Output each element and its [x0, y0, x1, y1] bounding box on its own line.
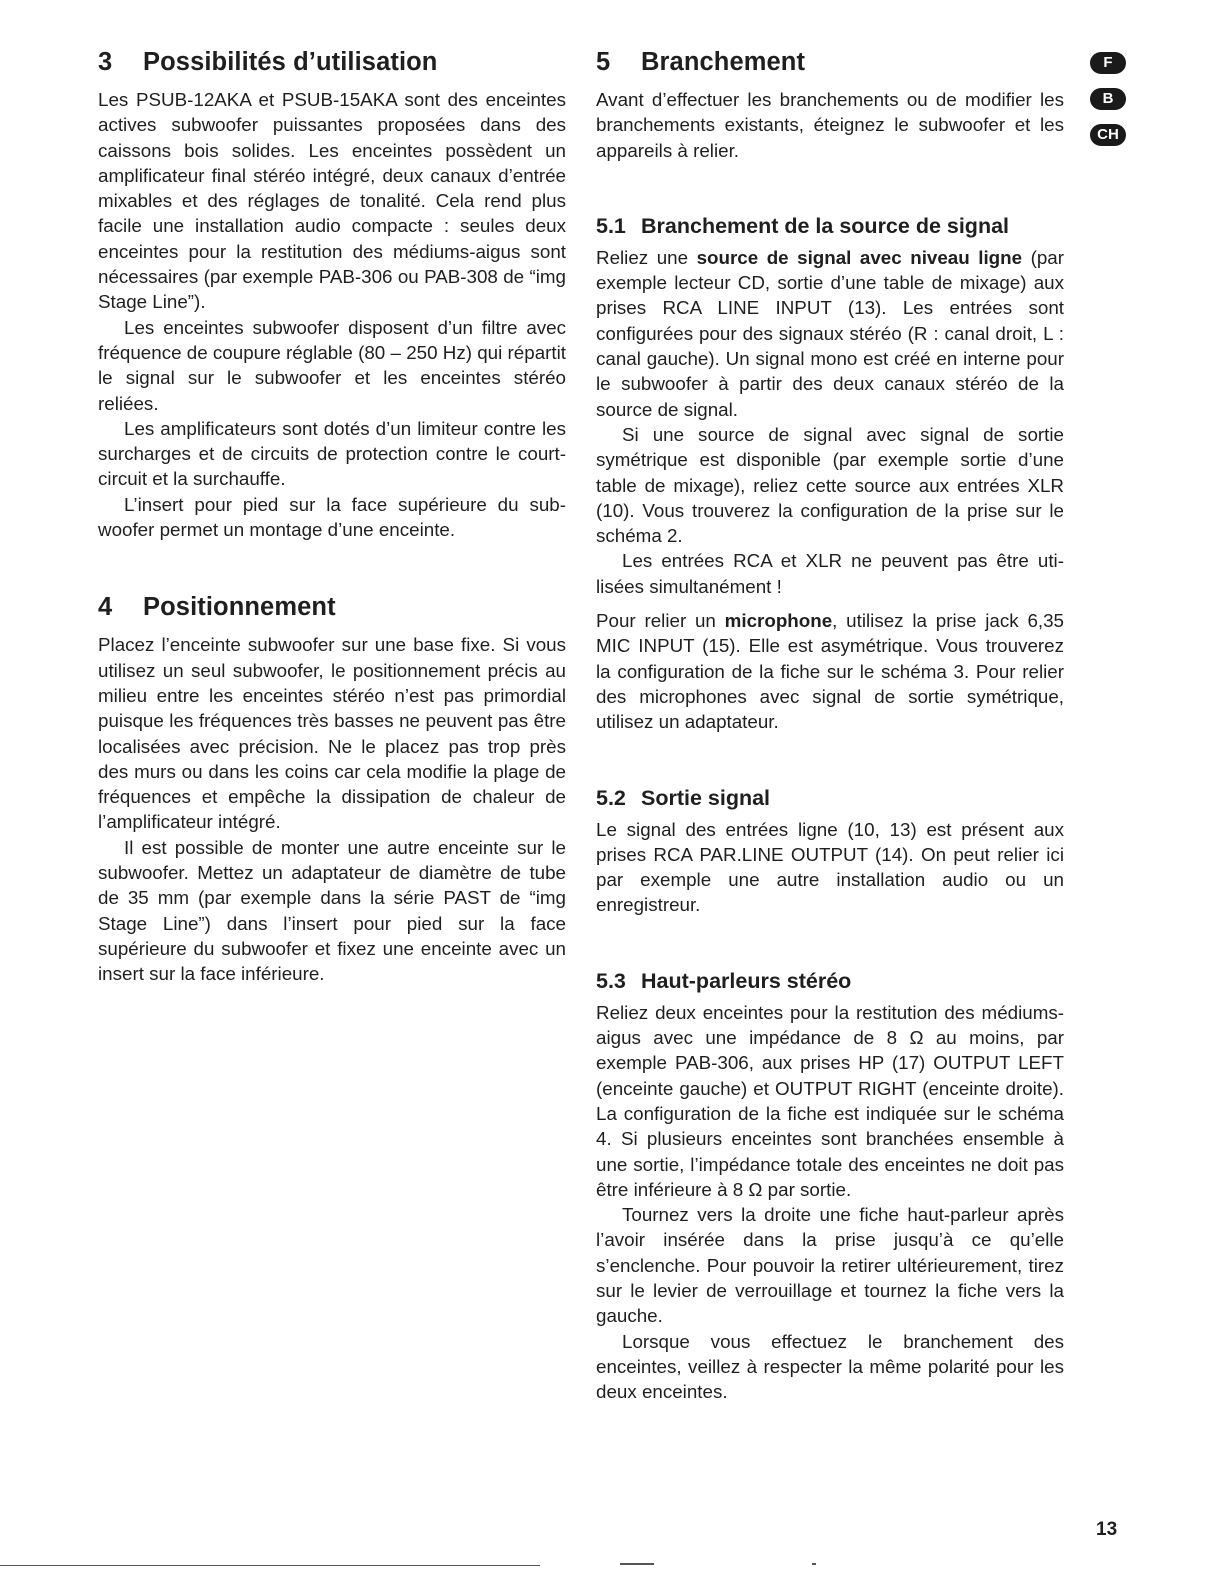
section-title: Positionnement	[143, 593, 336, 622]
subsection-5-1-heading	[596, 212, 1064, 240]
subsection-5-2-heading	[596, 784, 1064, 812]
paragraph: Les entrées RCA et XLR ne peuvent pas être utilisées simultanément !	[596, 550, 1064, 597]
section-title: Possibilités d’utilisation	[143, 48, 438, 76]
text-run: , utilisez la prise jack 6,35 MIC INPUT (15). Elle est asymétrique. Vous trouverez la configuration de la fiche sur le schéma 3. Pour relier des microphones avec signal de sortie symétrique, utilisez un adaptateur.	[596, 610, 1064, 733]
subsection-title: Branchement de la source de signal	[641, 213, 1010, 238]
paragraph: Tournez vers la droite une fiche haut-parleur après l’avoir insérée dans la prise jusqu’à ce qu’elle s’enclenche. Pour pouvoir la retirer ultérieurement, tirez sur le levier de verrouillage et tournez la fiche vers la gauche.	[596, 1204, 1064, 1327]
language-badge-f: F	[1090, 52, 1126, 74]
bottom-mark	[620, 1563, 654, 1565]
right-column	[596, 46, 1064, 1404]
paragraph	[596, 608, 1064, 734]
section-number: 3	[98, 48, 113, 76]
paragraph: Le signal des entrées ligne (10, 13) est présent aux prises RCA PAR.LINE OUTPUT (14). On peut relier ici par exemple une autre installation audio ou un enregistreur.	[596, 818, 1064, 916]
paragraph: Avant d’effectuer les branchements ou de modifier les branchements existants, éteignez le subwoofer et les appareils à relier.	[596, 89, 1064, 161]
left-column	[98, 46, 566, 987]
section-number: 5	[596, 48, 611, 76]
subsection-number: 5.3	[596, 968, 626, 993]
subsection-number: 5.2	[596, 785, 626, 810]
text-run: Pour relier un	[596, 610, 725, 632]
bottom-mark	[812, 1563, 816, 1565]
bottom-divider	[0, 1565, 540, 1566]
subsection-title: Haut-parleurs stéréo	[641, 968, 852, 993]
text-run: Reliez une	[596, 246, 697, 268]
bold-text: microphone	[724, 610, 833, 632]
paragraph: Les enceintes subwoofer disposent d’un filtre avec fréquence de coupure réglable (80 – 250 Hz) qui répartit le signal sur le subwoofer et les enceintes stéréo reliées.	[98, 316, 566, 414]
paragraph	[596, 245, 1064, 422]
paragraph: Reliez deux enceintes pour la restitution des médiums-aigus avec une impédance de 8 Ω au moins, par exemple PAB-306, aux prises HP (17) OUTPUT LEFT (enceinte gauche) et OUTPUT RIGHT (enceinte droite). La configuration de la fiche est indiquée sur le schéma 4. Si plusieurs enceintes sont branchées ensemble à une sortie, l’impédance totale des enceintes ne doit pas être inférieure à 8 Ω par sortie.	[596, 1001, 1064, 1200]
subsection-title: Sortie signal	[641, 785, 771, 810]
language-badge-ch: CH	[1090, 124, 1126, 146]
paragraph: L’insert pour pied sur la face supérieure du subwoofer permet un montage d’une enceinte.	[98, 493, 566, 541]
text-run: (par exemple lecteur CD, sortie d’une table de mixage) aux prises RCA LINE INPUT (13). Les entrées sont configurées pour des signaux stéréo (R : canal droit, L : canal gauche). Un signal mono est créé en interne pour le subwoofer à partir des deux canaux stéréo de la source de signal.	[596, 246, 1064, 420]
language-badges	[1090, 52, 1126, 160]
section-title: Branchement	[641, 48, 806, 76]
section-5-heading	[596, 46, 1064, 78]
section-4-heading	[98, 591, 566, 623]
section-3-heading	[98, 46, 566, 78]
paragraph: Si une source de signal avec signal de sortie symétrique est disponible (par exemple sortie d’une table de mixage), reliez cette source aux entrées XLR (10). Vous trouverez la configuration de la prise sur le schéma 2.	[596, 423, 1064, 547]
bold-text: source de signal avec niveau ligne	[696, 246, 1023, 268]
section-number: 4	[98, 593, 113, 622]
subsection-number: 5.1	[596, 213, 626, 238]
page-number: 13	[1096, 1519, 1118, 1540]
paragraph: Il est possible de monter une autre enceinte sur le subwoofer. Mettez un adaptateur de diamètre de tube de 35 mm (par exemple dans la série PAST de “img Stage Line”) dans l’insert pour pied sur la face supérieure du subwoofer et fixez une enceinte avec un insert sur la face inférieure.	[98, 836, 566, 985]
paragraph: Les amplificateurs sont dotés d’un limiteur contre les surcharges et de circuits de protection contre le court-circuit et la surchauffe.	[98, 417, 566, 490]
paragraph: Placez l’enceinte subwoofer sur une base fixe. Si vous utilisez un seul subwoofer, le positionnement précis au milieu entre les enceintes stéréo n’est pas primordial puisque les fréquences très basses ne peuvent pas être localisées avec précision. Ne le placez pas trop près des murs ou dans les coins car cela modifie la plage de fréquences et empêche la dissipation de chaleur de l’amplificateur intégré.	[98, 634, 566, 833]
paragraph: Les PSUB-12AKA et PSUB-15AKA sont des enceintes actives subwoofer puissantes proposées dans des caissons bois solides. Les enceintes possèdent un amplificateur final stéréo intégré, deux canaux d’entrée mixables et des réglages de tonalité. Cela rend plus facile une installation audio compacte : seules deux enceintes pour la restitution des médiums-aigus sont nécessaires (par exemple PAB-306 ou PAB-308 de “img Stage Line”).	[98, 89, 566, 313]
paragraph: Lorsque vous effectuez le branchement des enceintes, veillez à respecter la même polarité pour les deux enceintes.	[596, 1330, 1064, 1403]
subsection-5-3-heading	[596, 967, 1064, 995]
language-badge-b: B	[1090, 88, 1126, 110]
